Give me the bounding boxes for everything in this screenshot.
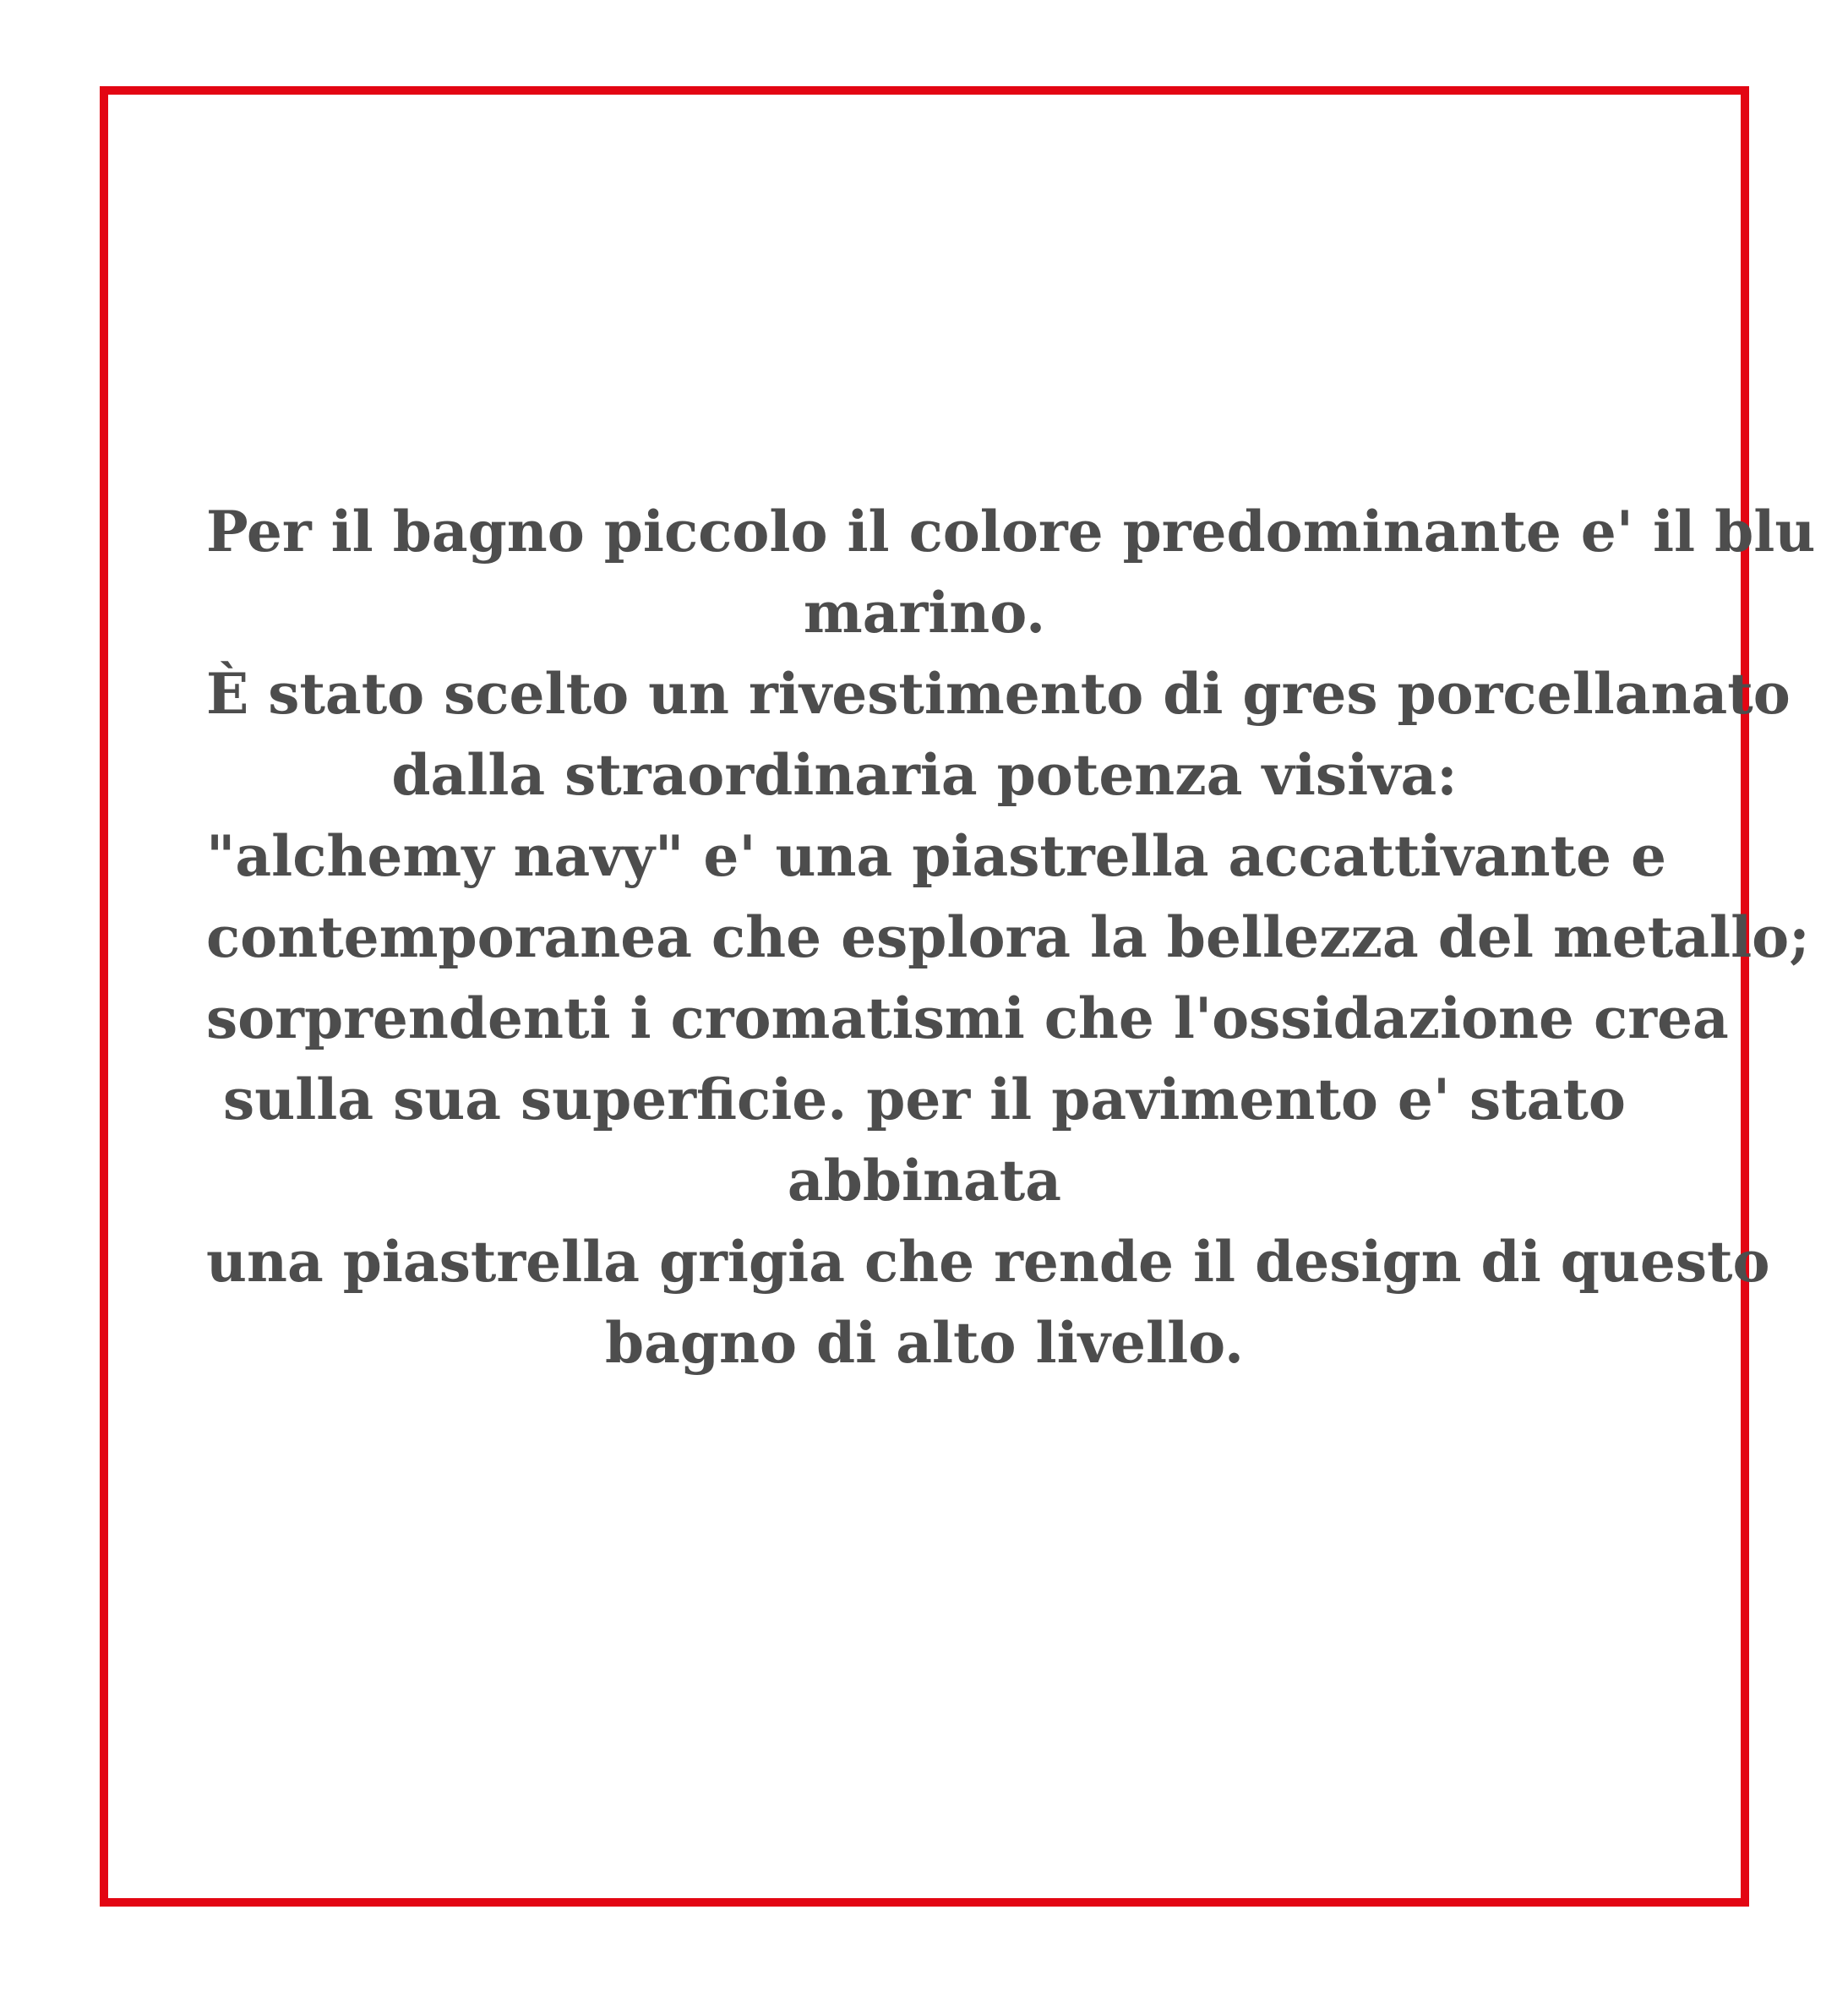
text-line: marino. (803, 580, 1046, 646)
description-text (206, 491, 1816, 1383)
text-line: È stato scelto un rivestimento di gres porcellanato (206, 661, 1791, 727)
text-line: contemporanea che esplora la bellezza del metallo; (206, 904, 1810, 970)
text-line: dalla straordinaria potenza visiva: (391, 742, 1458, 808)
text-line: abbinata (787, 1148, 1062, 1214)
red-border-frame (100, 86, 1816, 1907)
text-line: "alchemy navy" e' una piastrella accattivante e (206, 823, 1667, 889)
text-line: bagno di alto livello. (604, 1310, 1245, 1376)
text-line: sorprendenti i cromatismi che l'ossidazione crea (206, 985, 1729, 1051)
text-line: una piastrella grigia che rende il design di questo (206, 1229, 1770, 1295)
text-line: Per il bagno piccolo il colore predominante e' il blu (206, 499, 1816, 565)
text-line: sulla sua superficie. per il pavimento e' stato (223, 1067, 1626, 1132)
